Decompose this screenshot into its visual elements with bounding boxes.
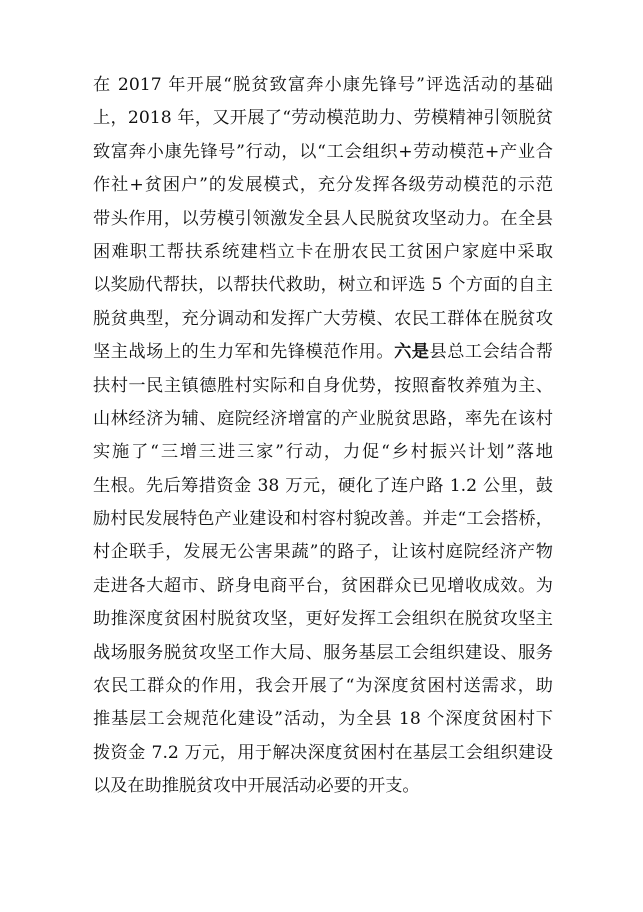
text-line: 村企联手，发展无公害果蔬”的路子，让该村庭院经济产物 — [93, 542, 553, 563]
text-line: 致富奔小康先锋号”行动，以“工会组织+劳动模范+产业合 — [93, 141, 553, 162]
text-line: 上，2018 年，又开展了“劳动模范助力、劳模精神引领脱贫 — [93, 108, 553, 129]
text-line-part: 县总工会结合帮 — [429, 342, 553, 363]
text-line: 推基层工会规范化建设”活动，为全县 18 个深度贫困村下 — [93, 709, 553, 730]
text-line: 困难职工帮扶系统建档立卡在册农民工贫困户家庭中采取 — [93, 241, 553, 262]
text-line: 战场服务脱贫攻坚工作大局、服务基层工会组织建设、服务 — [93, 642, 553, 663]
text-line: 农民工群众的作用，我会开展了“为深度贫困村送需求，助 — [93, 676, 553, 697]
text-line: 带头作用，以劳模引领激发全县人民脱贫攻坚动力。在全县 — [93, 208, 553, 229]
text-line: 山林经济为辅、庭院经济增富的产业脱贫思路，率先在该村 — [93, 408, 553, 429]
body-paragraph — [93, 69, 553, 804]
text-line: 在 2017 年开展“脱贫致富奔小康先锋号”评选活动的基础 — [93, 75, 553, 95]
text-line: 拨资金 7.2 万元，用于解决深度贫困村在基层工会组织建设 — [93, 742, 553, 763]
text-line: 以及在助推脱贫攻中开展活动必要的开支。 — [93, 776, 420, 797]
text-line: 励村民发展特色产业建设和村容村貌改善。并走“工会搭桥， — [93, 509, 553, 530]
text-line: 生根。先后筹措资金 38 万元，硬化了连户路 1.2 公里，鼓 — [93, 475, 553, 496]
text-line: 实施了“三增三进三家”行动，力促“乡村振兴计划”落地 — [93, 442, 553, 463]
text-line: 扶村一民主镇德胜村实际和自身优势，按照畜牧养殖为主、 — [93, 375, 553, 396]
text-line-with-marker — [93, 336, 553, 369]
text-line: 脱贫典型，充分调动和发挥广大劳模、农民工群体在脱贫攻 — [93, 308, 553, 329]
text-line: 走进各大超市、跻身电商平台，贫困群众已见增收成效。为 — [93, 575, 553, 596]
text-line-part: 坚主战场上的生力军和先锋模范作用。 — [93, 342, 395, 363]
text-line: 助推深度贫困村脱贫攻坚，更好发挥工会组织在脱贫攻坚主 — [93, 609, 553, 630]
text-line: 作社+贫困户”的发展模式，充分发挥各级劳动模范的示范 — [93, 175, 553, 196]
section-marker: 六是 — [394, 342, 430, 363]
text-line: 以奖励代帮扶，以帮扶代救助，树立和评选 5 个方面的自主 — [93, 275, 553, 296]
